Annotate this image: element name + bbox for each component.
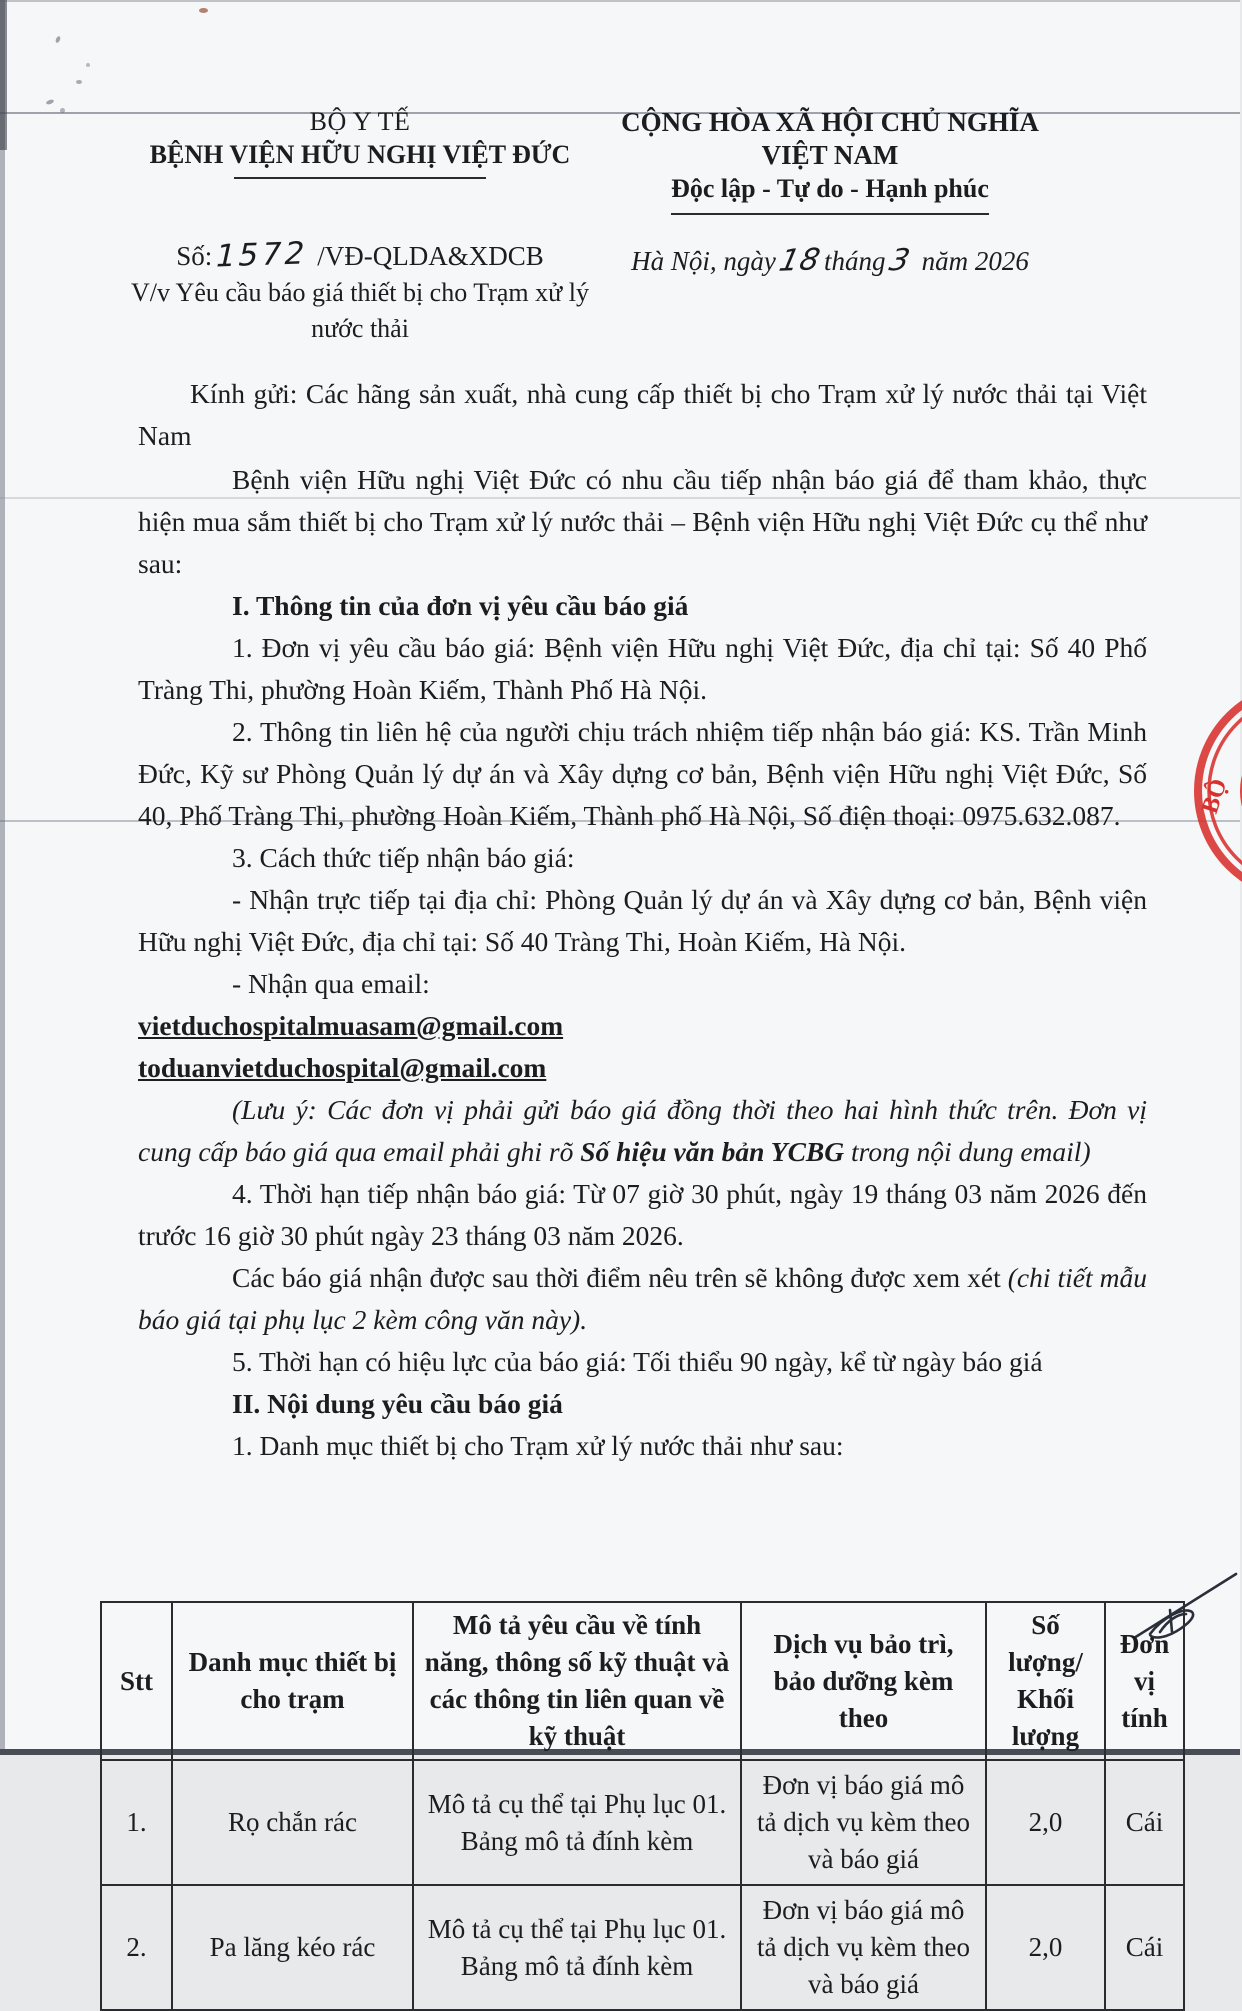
section2-item-1: 1. Danh mục thiết bị cho Trạm xử lý nước thải như sau: bbox=[232, 1430, 844, 1461]
intro-paragraph: Bệnh viện Hữu nghị Việt Đức có nhu cầu tiếp nhận báo giá để tham khảo, thực hiện mua sắm thiết bị cho Trạm xử lý nước thải – Bệnh viện Hữu nghị Việt Đức cụ thể như sau: bbox=[138, 464, 1147, 579]
document-body bbox=[138, 373, 1147, 1467]
subject-line2: nước thải bbox=[311, 314, 409, 343]
org-name: BỆNH VIỆN HỮU NGHỊ VIỆT ĐỨC bbox=[149, 140, 571, 169]
place-date-line bbox=[590, 243, 1070, 278]
table-row bbox=[101, 1885, 1184, 2010]
item-3-email-label: - Nhận qua email: bbox=[232, 968, 430, 999]
item-4b-normal: Các báo giá nhận được sau thời điểm nêu trên sẽ không được xem xét bbox=[232, 1262, 1008, 1293]
section1-heading: I. Thông tin của đơn vị yêu cầu báo giá bbox=[232, 590, 689, 621]
cell-quantity: 2,0 bbox=[986, 1760, 1105, 1885]
date-prefix: Hà Nội, ngày bbox=[631, 246, 776, 276]
item-1: 1. Đơn vị yêu cầu báo giá: Bệnh viện Hữu nghị Việt Đức, địa chỉ tại: Số 40 Phố Tràng Thi, phường Hoàn Kiếm, Thành Phố Hà Nội. bbox=[138, 632, 1147, 705]
parent-org-name: BỘ Y TẾ bbox=[309, 107, 411, 136]
col-header-stt: Stt bbox=[101, 1602, 172, 1760]
cell-unit: Cái bbox=[1105, 1760, 1184, 1885]
cell-description: Mô tả cụ thể tại Phụ lục 01. Bảng mô tả đính kèm bbox=[413, 1760, 741, 1885]
col-header-maintenance: Dịch vụ bảo trì, bảo dưỡng kèm theo bbox=[741, 1602, 986, 1760]
note-lead: (Lưu ý: Các đơn vị phải gửi báo giá đồng thời theo hai hình thức trên. Đơn vị cung cấp báo giá qua email phải ghi rõ bbox=[138, 1094, 1147, 1167]
cell-equipment: Pa lăng kéo rác bbox=[172, 1885, 413, 2010]
handwritten-day: 18 bbox=[775, 242, 824, 279]
cell-maintenance: Đơn vị báo giá mô tả dịch vụ kèm theo và báo giá bbox=[741, 1760, 986, 1885]
reference-row bbox=[100, 237, 1183, 347]
col-header-unit: Đơn vị tính bbox=[1105, 1602, 1184, 1760]
handwritten-month: 3 bbox=[885, 242, 914, 279]
item-5: 5. Thời hạn có hiệu lực của báo giá: Tối thiểu 90 ngày, kể từ ngày báo giá bbox=[232, 1346, 1043, 1377]
cell-stt: 1. bbox=[101, 1760, 172, 1885]
col-header-equipment: Danh mục thiết bị cho trạm bbox=[172, 1602, 413, 1760]
cell-description: Mô tả cụ thể tại Phụ lục 01. Bảng mô tả đính kèm bbox=[413, 1885, 741, 2010]
national-motto: Độc lập - Tự do - Hạnh phúc bbox=[671, 174, 989, 203]
motto-underline bbox=[671, 213, 989, 215]
cell-maintenance: Đơn vị báo giá mô tả dịch vụ kèm theo và báo giá bbox=[741, 1885, 986, 2010]
item-2: 2. Thông tin liên hệ của người chịu trách nhiệm tiếp nhận báo giá: KS. Trần Minh Đức, Kỹ sư Phòng Quản lý dự án và Xây dựng cơ bản, Bệnh viện Hữu nghị Việt Đức, Số 40, Phố Tràng Thi, phường Hoàn Kiếm, Thành phố Hà Nội, Số điện thoại: 0975.632.087. bbox=[138, 716, 1147, 831]
document-subject bbox=[130, 275, 590, 347]
national-title: CỘNG HÒA XÃ HỘI CHỦ NGHĨA VIỆT NAM bbox=[621, 107, 1039, 170]
subject-line1: V/v Yêu cầu báo giá thiết bị cho Trạm xử lý bbox=[131, 278, 589, 307]
stamp-text: BỘ bbox=[1196, 775, 1233, 817]
item-4b-italic: (chi tiết mẫu báo giá tại phụ lục 2 kèm công văn này). bbox=[138, 1262, 1147, 1335]
number-label: Số: bbox=[176, 241, 213, 271]
equipment-table bbox=[100, 1601, 1185, 2011]
cell-unit: Cái bbox=[1105, 1885, 1184, 2010]
col-header-description: Mô tả yêu cầu về tính năng, thông số kỹ thuật và các thông tin liên quan về kỹ thuật bbox=[413, 1602, 741, 1760]
item-4: 4. Thời hạn tiếp nhận báo giá: Từ 07 giờ 30 phút, ngày 19 tháng 03 năm 2026 đến trước 16 giờ 30 phút ngày 23 tháng 03 năm 2026. bbox=[138, 1178, 1147, 1251]
item-4b bbox=[138, 1257, 1147, 1341]
cell-equipment: Rọ chắn rác bbox=[172, 1760, 413, 1885]
note-tail: trong nội dung email) bbox=[844, 1136, 1091, 1167]
section2-heading: II. Nội dung yêu cầu báo giá bbox=[232, 1388, 563, 1419]
table-row bbox=[101, 1760, 1184, 1885]
org-underline bbox=[234, 177, 486, 179]
handwritten-number: 1572 bbox=[212, 235, 312, 275]
email-address-2: toduanvietduchospital@gmail.com bbox=[138, 1052, 547, 1083]
note-bold-part: Số hiệu văn bản YCBG bbox=[580, 1136, 845, 1167]
item-3-direct: - Nhận trực tiếp tại địa chỉ: Phòng Quản lý dự án và Xây dựng cơ bản, Bệnh viện Hữu nghị Việt Đức, địa chỉ tại: Số 40 Tràng Thi, Hoàn Kiếm, Hà Nội. bbox=[138, 884, 1147, 957]
cell-quantity: 2,0 bbox=[986, 1885, 1105, 2010]
email-address-1: vietduchospitalmuasam@gmail.com bbox=[138, 1010, 564, 1041]
date-suffix: năm 2026 bbox=[921, 246, 1029, 276]
date-mid: tháng bbox=[824, 246, 886, 276]
cell-stt: 2. bbox=[101, 1885, 172, 2010]
table-header-row bbox=[101, 1602, 1184, 1760]
item-3: 3. Cách thức tiếp nhận báo giá: bbox=[232, 842, 575, 873]
number-suffix: /VĐ-QLDA&XDCB bbox=[317, 241, 544, 271]
letterhead bbox=[100, 106, 1183, 215]
note-paragraph bbox=[138, 1089, 1147, 1173]
document-number bbox=[130, 237, 590, 273]
salutation: Kính gửi: Các hãng sản xuất, nhà cung cấp thiết bị cho Trạm xử lý nước thải tại Việt Nam bbox=[138, 378, 1147, 451]
col-header-quantity: Số lượng/ Khối lượng bbox=[986, 1602, 1105, 1760]
